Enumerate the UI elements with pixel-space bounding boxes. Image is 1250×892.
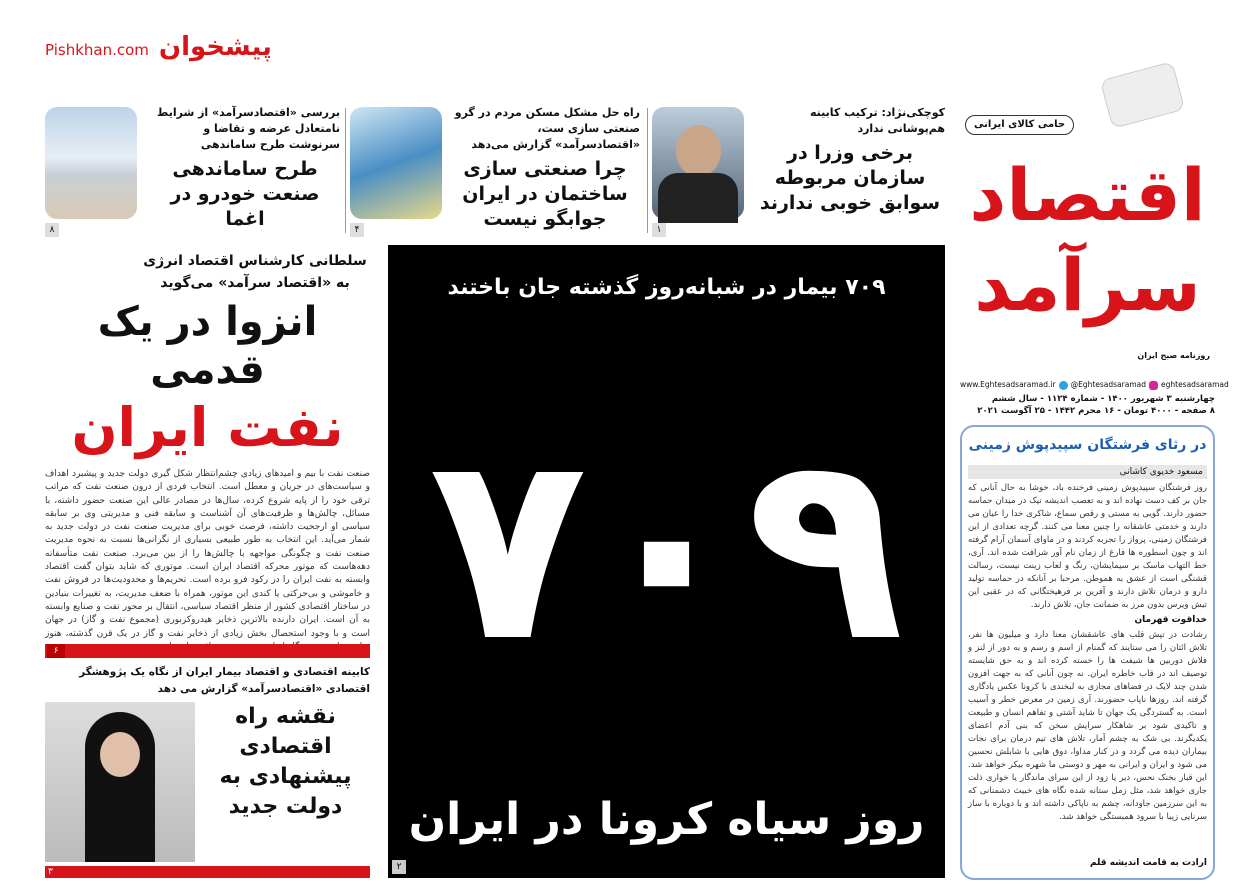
teaser-cabinet[interactable] [652, 105, 945, 237]
telegram-link[interactable]: @Eghtesadsaramad [1070, 380, 1146, 389]
main-headline: روز سیاه کرونا در ایران [408, 794, 925, 845]
story-headline: نقشه راه اقتصادی پیشنهادی به دولت جدید [219, 704, 352, 819]
editorial-body: روز فرشتگان سپیدپوش زمینی فرخنده باد، خوشا به حال آنانی که جان بر کف دست نهاده اند و به تعصب اندیشه نیک در میدان حماسه حضور دارند. گویی به مستی و رقص سماع، شاکری خدا را عیان می دارند و خدمتی عاشقانه را چنین معنا می کنند. گرچه تعدادی از این فرشتگان زمینی، پرواز را تجربه کردند و در ماوای آسمان آرام گرفته اند و چون اسطوره ها فارغ از زمان نام آور شرافت شده اند. آری، خط التهاب ماسک بر سیمایشان، رنگ و لعاب زینت نیست، رسالت قشنگی است از عشق به هموطن. مرحبا بر آنانکه در حماسه تولید دارو و درمان تلاش دارند و آفرین بر فرهیختگانی که در عقبی این تیش ویرس بدون مرز به ضمانت جان، تلاش دارند. [968, 483, 1207, 610]
website-link[interactable]: www.Eghtesadsaramad.ir [960, 380, 1056, 389]
watermark [45, 30, 272, 64]
editorial-box[interactable] [960, 425, 1215, 880]
masthead-logo [955, 70, 1220, 375]
editorial-author: مسعود خدیوی کاشانی [968, 465, 1207, 479]
red-bar [45, 644, 370, 658]
subtitle: روزنامه صبح ایران [1137, 351, 1210, 360]
story-photo [45, 702, 195, 862]
page-number: ۶ [47, 644, 65, 658]
teaser-headline: طرح ساماندهی صنعت خودرو در اغما [170, 158, 320, 230]
teaser-text [450, 105, 640, 237]
page-number: ۳ [48, 867, 53, 877]
teaser-kicker: کوچکی‌نژاد: ترکیب کابینه هم‌پوشانی ندارد [809, 106, 945, 135]
left-body: صنعت نفت با بیم و امیدهای زیادی چشم‌انتظار شکل گیری دولت جدید و پیشبرد اهداف و سیاست‌های در جریان و معطل است. انتخاب فردی از درون صنعت نفت که مراتب ترقی خود را از پایه شروع کرده، سال‌ها در مصادر عالی این صنعت حضور داشته، با مسائل، چالش‌ها و ظرفیت‌های آن آشناست و سابقه فنی و مدیریتی وی بر سابقه سیاسی او ارجحیت داشته، فرصت خوبی برای مدیریت صنعت نفت در دولت جدید به شمار می‌آید. این انتخاب به طور طبیعی بسیاری از نگرانی‌ها نسبت به نحوه مدیریت صنعت نفت و چگونگی مواجهه با چالش‌ها را از بین می‌برد. صنعت نفت متأسفانه دهه‌هاست که موتور محرکه اقتصاد ایران است. موتوری که شاید بتوان گفت اقتصاد وابسته به نفت ایران را در رکود فرو برده است. تحریم‌ها و محدودیت‌ها در فروش نفت و خاموشی و بی‌حرکتی یا کندی این موتور، همراه با ضعف مدیریت، به تغییرات بنیادین در ساختار اقتصادی کشور از منظر اقتصاد سیاسی، انتقال بر محور نفت و صنایع وابسته به آن است. ایران دارنده بالاترین ذخایر هیدروکربوری (مجموع نفت و گاز) در جهان است و با وجود استحصال بخش زیادی از ذخایر نفت و گاز در یک قرن گذشته، هنوز [45, 469, 370, 639]
main-number: ۷۰۹ [428, 396, 905, 699]
left-headline-1: انزوا در یک قدمی [97, 299, 318, 393]
watermark-fa: پیشخوان [158, 32, 272, 62]
issue-info [960, 393, 1215, 417]
editorial-body-2: رشادت در تپش قلب های عاشقشان معنا دارد و میلیون ها نفر، تلاش ائتان را می ستایند که گمنام از اسم و رسم و به دور از لنز و فلاش دوربین ها شیفت ها را خسته کرده اند و به حق شایسته توصیف اند در قاب خاطره ایران. نه چون آنانی که به جهت افزون شدن چند لایک در فضاهای مجازی به لبخندی با کرونا عکس یادگاری گرفته اند. روزها ناپاب حضورند. آری زمین در معرض خطر و آسیب است. به گستردگی یک جهان تا شاید آشتی و تفاهم انسان و طبیعت و تاکیدی شود بر شاهکار سرایش سخن که بنی آدم اعضای یکدیگرند. بی شک به چشم آمار، تلاش های تیم درمان برای نجات بیماران دیده می گردد و در کنار مداوا، دوق هایی با شابلش تحسین می شود و ایران و ایرانی به مهر و دوستی ما شهره بیکر خواهد شد. این قبار بخنک نحس، دیر یا زود از این سرای ماندگار یا خواری ذلت جاری خواهد شد، مثل زمل ستانه شده نگاه های خبیث دشمنانی که به این سرزمین جاودانه، چشم به ناپاکی داشته اند و با دوباره با ساز سرنایی زیبا با سرود همبستگی خواهد شد. [968, 630, 1207, 822]
left-kicker: سلطانی کارشناس اقتصاد انرژی به «اقتصاد سرآمد» می‌گوید [143, 253, 367, 291]
main-story[interactable] [388, 245, 945, 878]
date-line: چهارشنبه ۳ شهریور ۱۴۰۰ - شماره ۱۱۲۴ - سال ششم [991, 394, 1215, 404]
teaser-headline: برخی وزرا در سازمان مربوطه سوابق خوبی ندارند [759, 142, 941, 214]
story-kicker: کابینه اقتصادی و اقتصاد بیمار ایران از نگاه یک پژوهشگر اقتصادی «اقتصادسرآمد» گزارش می دهد [79, 666, 370, 695]
teaser-kicker: بررسی «اقتصادسرآمد» از شرایط نامتعادل عرضه و تقاضا و سرنوشت طرح ساماندهی [156, 106, 340, 151]
left-headline-2: نفت ایران [71, 396, 344, 459]
teaser-kicker: راه حل مشکل مسکن مردم در گرو صنعتی سازی ست، «اقتصادسرآمد» گزارش می‌دهد [454, 106, 640, 151]
teaser-photo [350, 107, 442, 219]
teaser-auto[interactable] [45, 105, 340, 237]
teaser-photo [652, 107, 744, 219]
red-bar [45, 866, 370, 878]
editorial-subhead: خداقوت قهرمان [1134, 615, 1207, 625]
main-kicker: ۷۰۹ بیمار در شبانه‌روز گذشته جان باختند [447, 275, 886, 300]
tagline: حامی کالای ایرانی [965, 115, 1074, 135]
teaser-headline: چرا صنعتی سازی ساختمان در ایران جوابگو نیست [462, 158, 628, 230]
editorial-signoff: ارادت به قامت اندیشه قلم [1089, 858, 1207, 868]
teaser-text [150, 105, 340, 237]
mask-icon [1100, 61, 1185, 129]
price-line: ۸ صفحه - ۴۰۰۰ تومان - ۱۶ محرم ۱۴۴۲ - ۲۵ آگوست ۲۰۲۱ [977, 406, 1215, 416]
left-bottom-story[interactable] [45, 664, 370, 878]
teaser-construction[interactable] [350, 105, 640, 237]
divider [345, 108, 346, 233]
page-number: ۲ [392, 860, 406, 874]
watermark-en: Pishkhan.com [45, 41, 149, 59]
editorial-title: در رثای فرشتگان سپیدپوش زمینی [968, 437, 1207, 453]
page-number: ۸ [45, 223, 59, 237]
divider [647, 108, 648, 233]
instagram-icon [1149, 381, 1158, 390]
logo-text: اقتصاد سرآمد [969, 153, 1206, 327]
teaser-text [755, 105, 945, 237]
left-column [45, 250, 370, 878]
instagram-link[interactable]: eghtesadsaramad [1161, 380, 1229, 389]
social-links [960, 380, 1229, 390]
page-number: ۴ [350, 223, 364, 237]
teaser-photo [45, 107, 137, 219]
page-number: ۱ [652, 223, 666, 237]
telegram-icon [1059, 381, 1068, 390]
